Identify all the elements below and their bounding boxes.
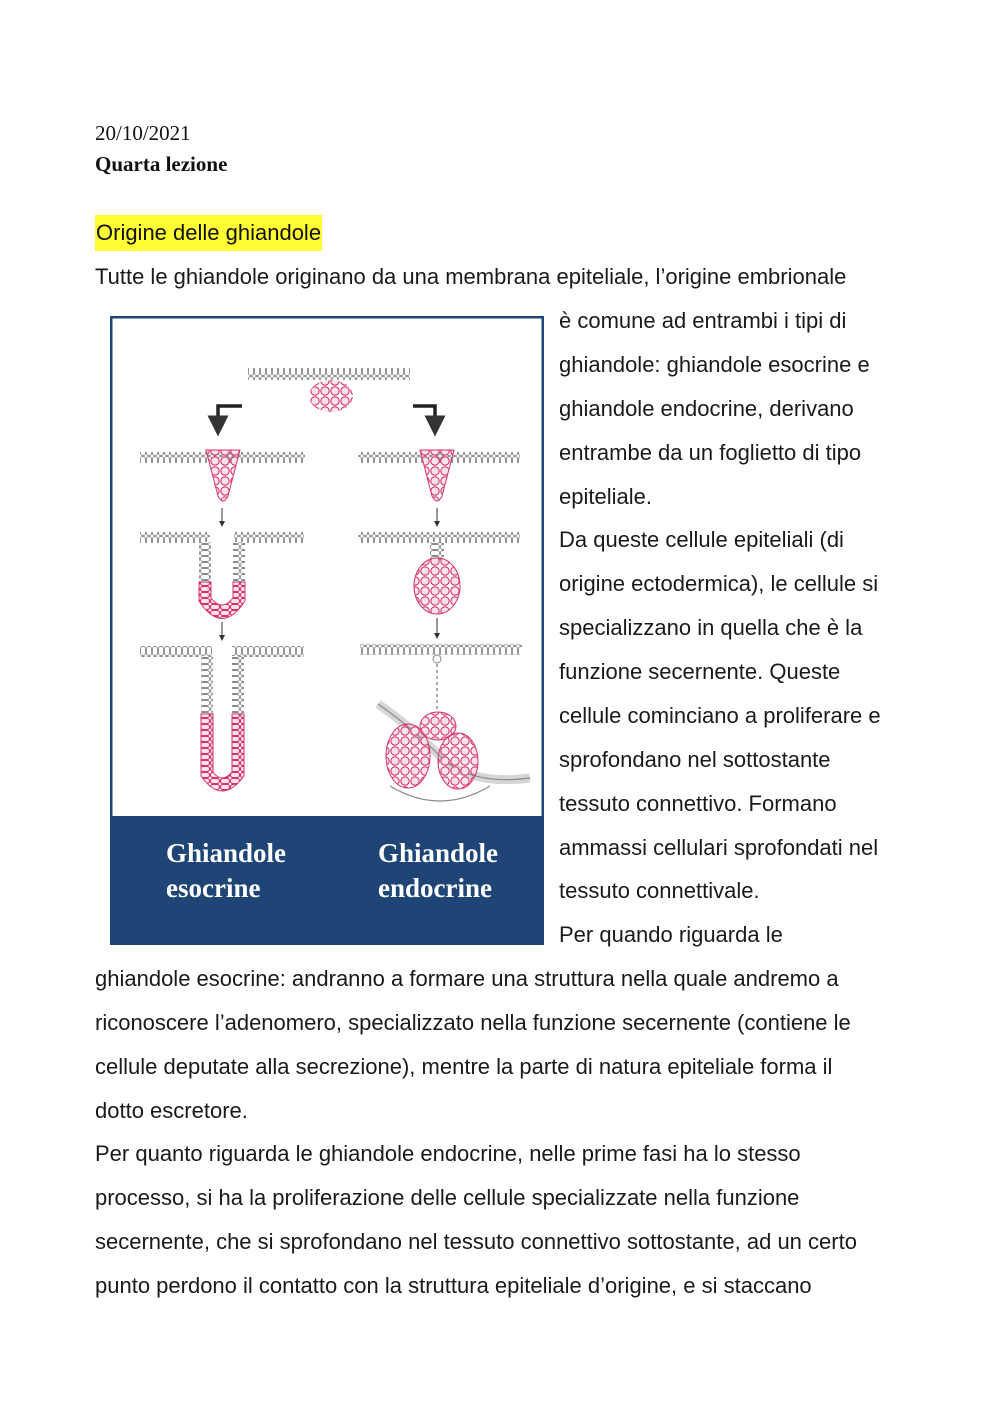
paragraph-line: Da queste cellule epiteliali (di [559, 527, 844, 552]
exocrine-label-line1: Ghiandole [166, 838, 287, 868]
exocrine-stage-1 [140, 450, 305, 501]
right-branch-arrow [413, 406, 435, 426]
paragraph-line: Tutte le ghiandole originano da una membrana epiteliale, l’origine embrionale [95, 264, 847, 289]
paragraph-line: tessuto connettivale. [559, 878, 760, 903]
paragraph-line: dotto escretore. [95, 1098, 248, 1123]
exocrine-stage-2 [140, 532, 304, 619]
paragraph-line: è comune ad entrambi i tipi di [559, 308, 847, 333]
lesson-title: Quarta lezione [95, 152, 228, 176]
paragraph-line: ghiandole: ghiandole esocrine e [559, 352, 870, 377]
left-branch-arrow [218, 406, 242, 426]
paragraph-line: Per quanto riguarda le ghiandole endocrine, nelle prime fasi ha lo stesso [95, 1141, 801, 1166]
exocrine-stage-3 [140, 646, 304, 791]
date: 20/10/2021 [95, 121, 191, 145]
section-title: Origine delle ghiandole [95, 215, 322, 251]
paragraph-line: processo, si ha la proliferazione delle cellule specializzate nella funzione [95, 1185, 800, 1210]
paragraph-line: ammassi cellulari sprofondati nel [559, 835, 879, 860]
paragraph-line: ghiandole endocrine, derivano [559, 396, 854, 421]
paragraph-line: entrambe da un foglietto di tipo [559, 440, 862, 465]
paragraph-line: epiteliale. [559, 484, 652, 509]
exocrine-label-line2: esocrine [166, 873, 261, 903]
paragraph-line: funzione secernente. Queste [559, 659, 841, 684]
paragraph-line: ghiandole esocrine: andranno a formare una struttura nella quale andremo a [95, 966, 839, 991]
initial-epithelium [248, 368, 410, 412]
paragraph-line: riconoscere l’adenomero, specializzato nella funzione secernente (contiene le [95, 1010, 851, 1035]
paragraph-line: tessuto connettivo. Formano [559, 791, 837, 816]
paragraph-line: origine ectodermica), le cellule si [559, 571, 879, 596]
paragraph-line: Per quando riguarda le [559, 922, 783, 947]
gland-origin-figure [110, 316, 544, 945]
endocrine-label-line1: Ghiandole [378, 838, 499, 868]
paragraph-line: specializzano in quella che è la [559, 615, 863, 640]
endocrine-stage-1 [358, 450, 520, 501]
paragraph-line: punto perdono il contatto con la struttura epiteliale d’origine, e si staccano [95, 1273, 812, 1298]
paragraph-line: sprofondano nel sottostante [559, 747, 831, 772]
endocrine-stage-3 [360, 644, 530, 801]
endocrine-stage-2 [358, 532, 520, 614]
paragraph-line: secernente, che si sprofondano nel tessuto connettivo sottostante, ad un certo [95, 1229, 857, 1254]
paragraph-line: cellule deputate alla secrezione), mentre la parte di natura epiteliale forma il [95, 1054, 833, 1079]
endocrine-label-line2: endocrine [378, 873, 492, 903]
paragraph-line: cellule cominciano a proliferare e [559, 703, 881, 728]
